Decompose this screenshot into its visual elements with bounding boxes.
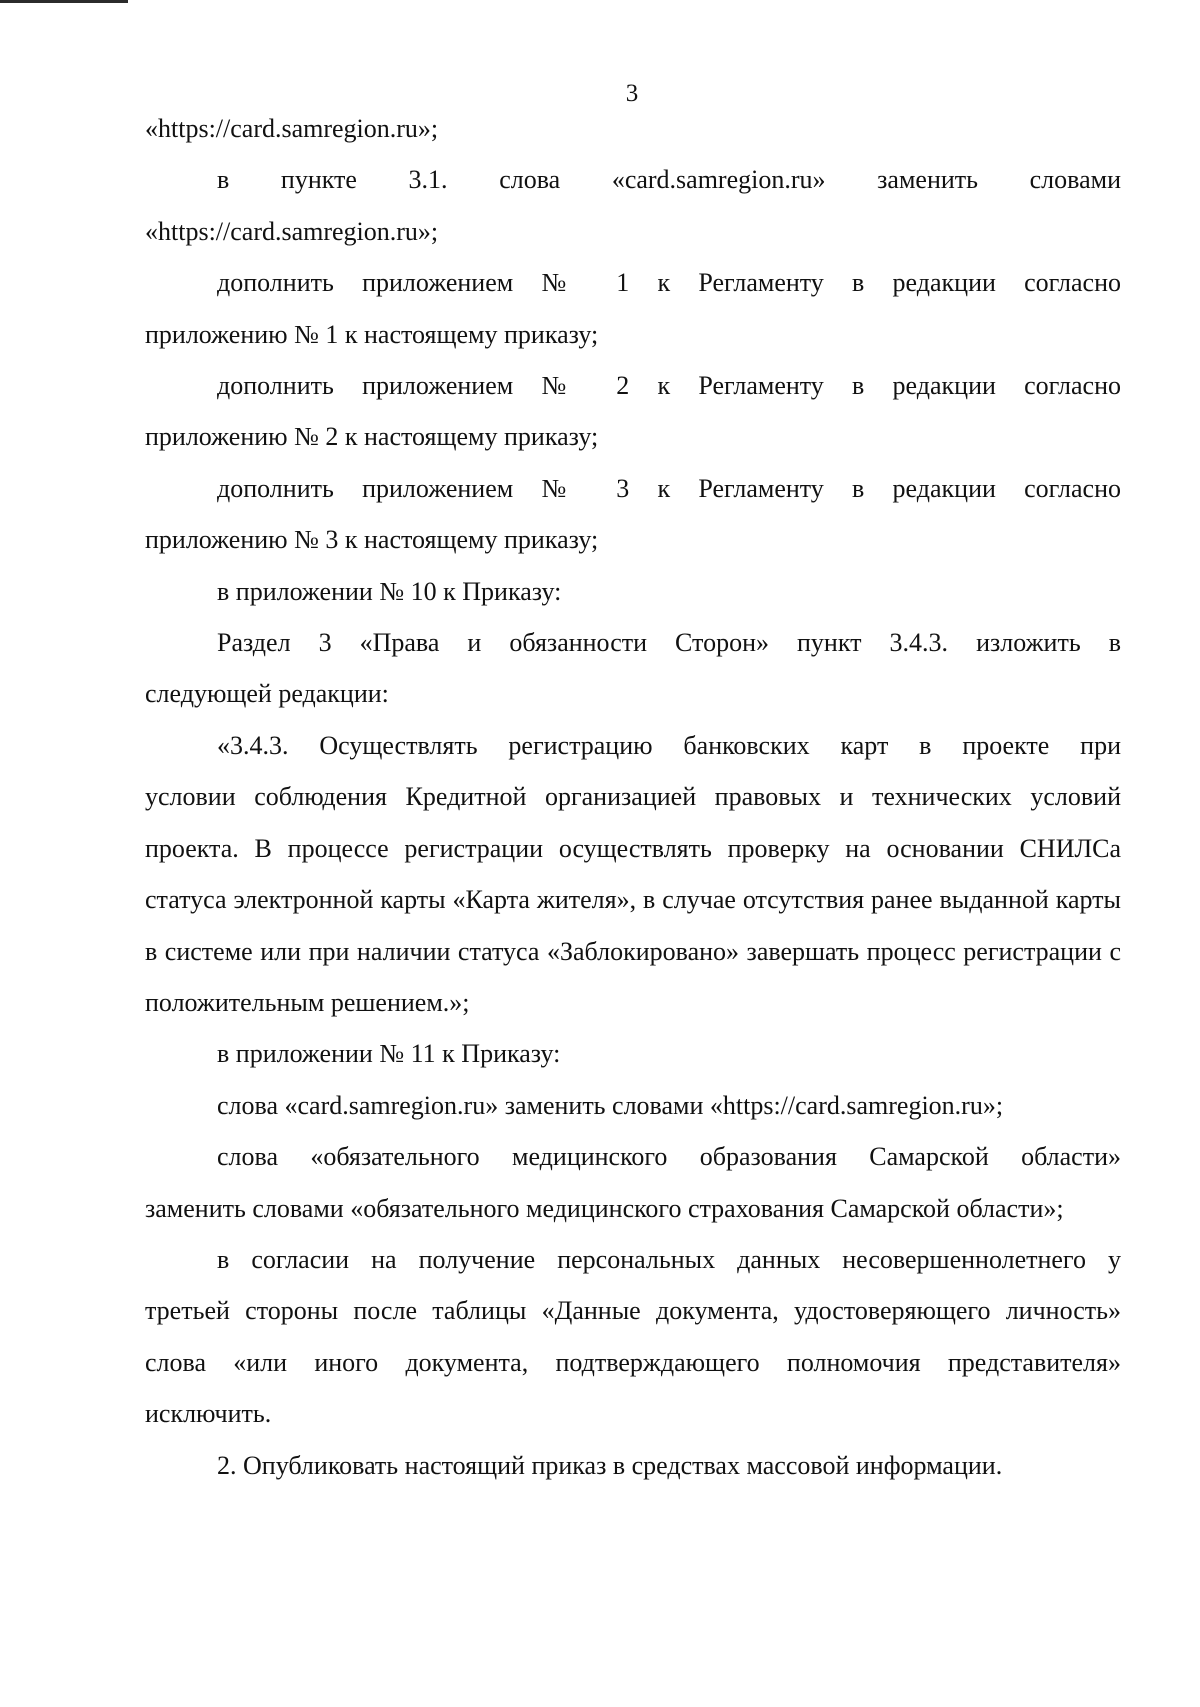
paragraph-10 <box>145 1131 1121 1234</box>
paragraph-rest: приложению № 1 к настоящему приказу; <box>145 319 599 349</box>
paragraph-11 <box>145 1234 1121 1440</box>
paragraph-4 <box>145 463 1121 566</box>
paragraph-continuation <box>145 103 1121 154</box>
paragraph-first-line: в пункте 3.1. слова «card.samregion.ru» заменить словами <box>217 165 1121 195</box>
paragraph-rest: третьей стороны после таблицы «Данные документа, удостоверяющего личность» слова «или иного документа, подтверждающего полномочия представителя» исключить. <box>145 1296 1121 1429</box>
paragraph-1 <box>145 154 1121 257</box>
paragraph-first-line: дополнить приложением № 2 к Регламенту в редакции согласно <box>217 371 1121 401</box>
paragraph-text: в приложении № 11 к Приказу: <box>217 1039 561 1069</box>
paragraph-first-line: слова «обязательного медицинского образования Самарской области» <box>217 1142 1121 1172</box>
paragraph-text: «https://card.samregion.ru»; <box>145 114 439 143</box>
paragraph-7 <box>145 720 1121 1028</box>
document-body <box>145 103 1121 1491</box>
paragraph-first-line: дополнить приложением № 3 к Регламенту в редакции согласно <box>217 473 1121 503</box>
paragraph-12 <box>145 1440 1121 1491</box>
paragraph-text: в приложении № 10 к Приказу: <box>217 576 562 606</box>
paragraph-8 <box>145 1028 1121 1079</box>
scan-edge-mark <box>0 0 128 3</box>
paragraph-9 <box>145 1080 1121 1131</box>
paragraph-rest: условии соблюдения Кредитной организацией правовых и технических условий проекта. В процессе регистрации осуществлять проверку на основании СНИЛСа статуса электронной карты «Карта жителя», в случае отсутствия ранее выданной карты в системе или при наличии статуса «Заблокировано» завершать процесс регистрации с положительным решением.»; <box>145 782 1121 1017</box>
paragraph-rest: «https://card.samregion.ru»; <box>145 216 439 246</box>
paragraph-rest: заменить словами «обязательного медицинского страхования Самарской области»; <box>145 1193 1064 1223</box>
paragraph-rest: приложению № 2 к настоящему приказу; <box>145 422 599 452</box>
paragraph-first-line: в согласии на получение персональных данных несовершеннолетнего у <box>217 1244 1121 1274</box>
paragraph-6 <box>145 617 1121 720</box>
paragraph-text: 2. Опубликовать настоящий приказ в средствах массовой информации. <box>217 1450 1003 1480</box>
paragraph-rest: приложению № 3 к настоящему приказу; <box>145 525 599 555</box>
paragraph-first-line: Раздел 3 «Права и обязанности Сторон» пункт 3.4.3. изложить в <box>217 628 1121 658</box>
paragraph-first-line: дополнить приложением № 1 к Регламенту в редакции согласно <box>217 268 1121 298</box>
paragraph-first-line: «3.4.3. Осуществлять регистрацию банковских карт в проекте при <box>217 730 1121 760</box>
page-number: 3 <box>625 80 639 107</box>
paragraph-rest: следующей редакции: <box>145 679 389 709</box>
paragraph-text: слова «card.samregion.ru» заменить словами «https://card.samregion.ru»; <box>217 1090 1004 1120</box>
paragraph-5 <box>145 566 1121 617</box>
paragraph-3 <box>145 360 1121 463</box>
paragraph-2 <box>145 257 1121 360</box>
